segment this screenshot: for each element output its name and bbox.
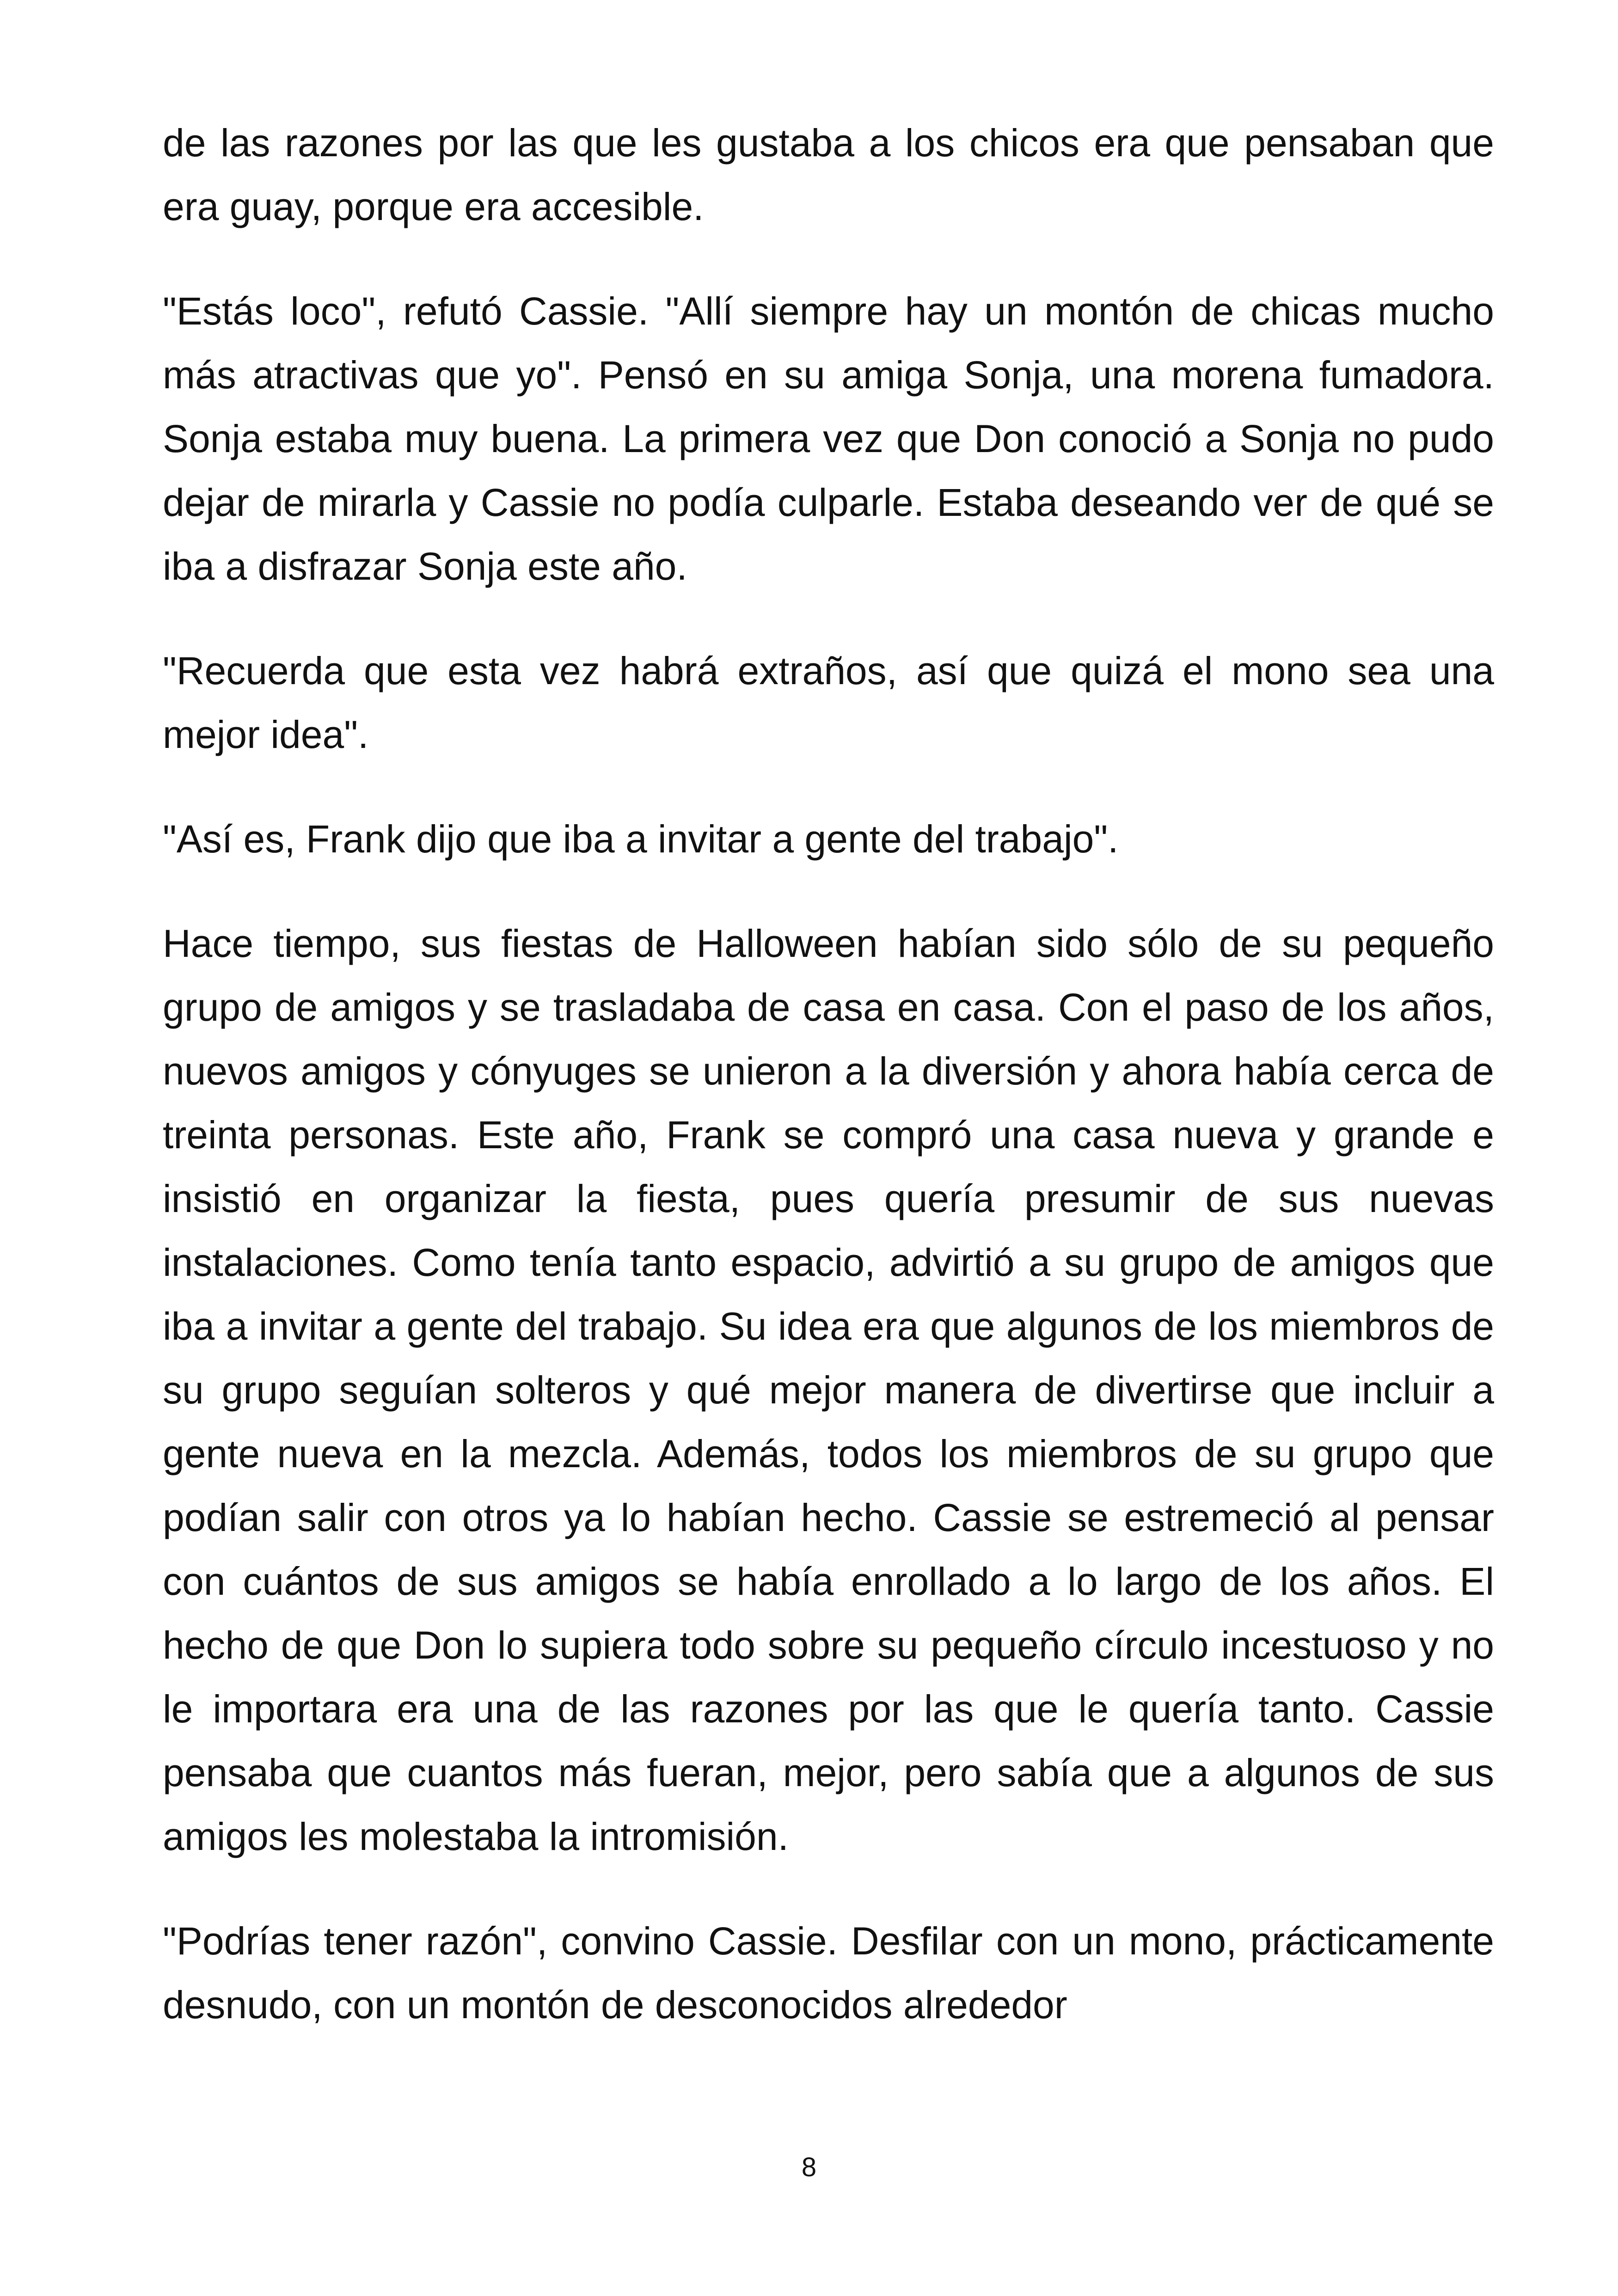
paragraph: Hace tiempo, sus fiestas de Halloween habían sido sólo de su pequeño grupo de amigos y se trasladaba de casa en casa. Con el paso de los años, nuevos amigos y cónyuges se unieron a la diversión y ahora había cerca de treinta personas. Este año, Frank se compró una casa nueva y grande e insistió en organizar la fiesta, pues quería presumir de sus nuevas instalaciones. Como tenía tanto espacio, advirtió a su grupo de amigos que iba a invitar a gente del trabajo. Su idea era que algunos de los miembros de su grupo seguían solteros y qué mejor manera de divertirse que incluir a gente nueva en la mezcla. Además, todos los miembros de su grupo que podían salir con otros ya lo habían hecho. Cassie se estremeció al pensar con cuántos de sus amigos se había enrollado a lo largo de los años. El hecho de que Don lo supiera todo sobre su pequeño círculo incestuoso y no le importara era una de las razones por las que le quería tanto. Cassie pensaba que cuantos más fueran, mejor, pero sabía que a algunos de sus amigos les molestaba la intromisión. — [163, 922, 1494, 1858]
page-number: 8 — [801, 2152, 817, 2182]
paragraph: de las razones por las que les gustaba a los chicos era que pensaban que era guay, porque era accesible. — [163, 121, 1494, 228]
paragraph: "Recuerda que esta vez habrá extraños, así que quizá el mono sea una mejor idea". — [163, 649, 1494, 756]
paragraph: "Así es, Frank dijo que iba a invitar a gente del trabajo". — [163, 817, 1119, 861]
body-text — [163, 111, 1494, 2077]
paragraph: "Podrías tener razón", convino Cassie. Desfilar con un mono, prácticamente desnudo, con un montón de desconocidos alrededor — [163, 1919, 1494, 2027]
paragraph: "Estás loco", refutó Cassie. "Allí siempre hay un montón de chicas mucho más atractivas que yo". Pensó en su amiga Sonja, una morena fumadora. Sonja estaba muy buena. La primera vez que Don conoció a Sonja no pudo dejar de mirarla y Cassie no podía culparle. Estaba deseando ver de qué se iba a disfrazar Sonja este año. — [163, 289, 1494, 588]
